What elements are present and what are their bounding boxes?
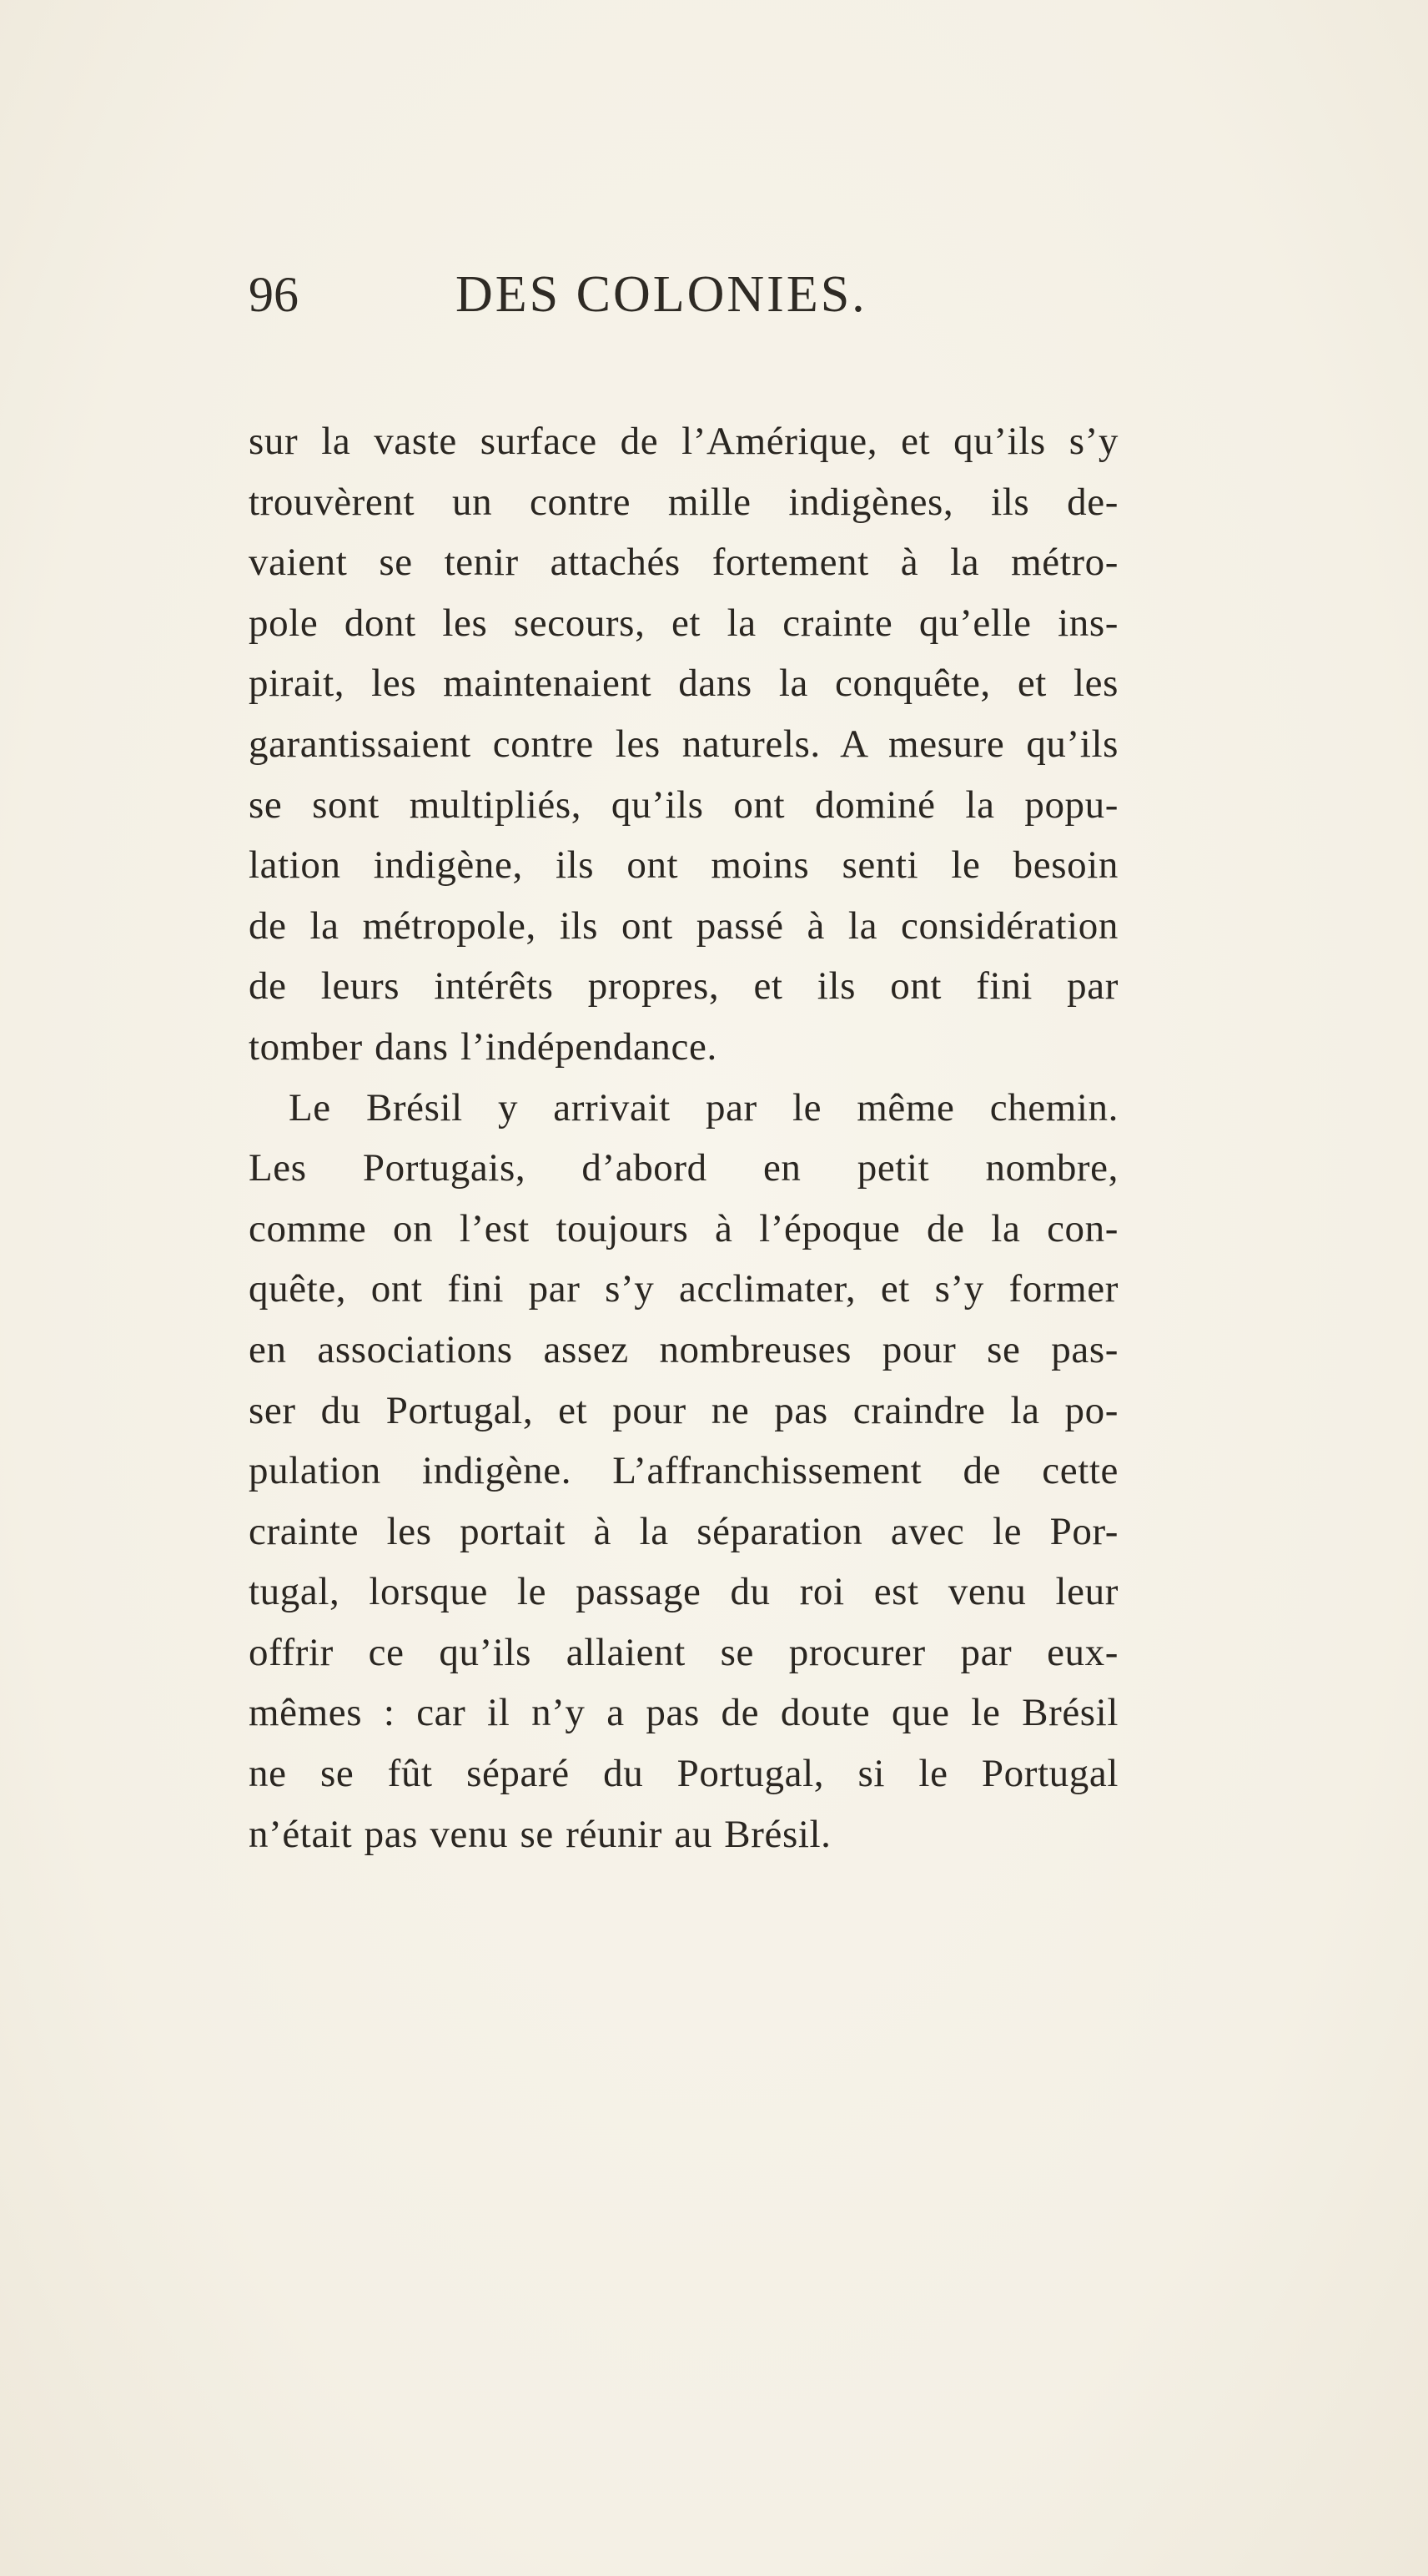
text-line: pirait, les maintenaient dans la conquête, et les <box>249 662 1119 706</box>
text-line: ne se fût séparé du Portugal, si le Portugal <box>249 1752 1119 1796</box>
text-line: trouvèrent un contre mille indigènes, ils de- <box>249 480 1119 524</box>
text-line: comme on l’est toujours à l’époque de la con- <box>249 1206 1119 1250</box>
text-line: pulation indigène. L’affranchissement de cette <box>249 1449 1119 1493</box>
text-line: sur la vaste surface de l’Amérique, et qu’ils s’y <box>249 420 1119 463</box>
text-line: pole dont les secours, et la crainte qu’elle ins- <box>249 601 1119 645</box>
text-line: Les Portugais, d’abord en petit nombre, <box>249 1146 1119 1190</box>
body-text <box>249 411 1119 1864</box>
page-number: 96 <box>249 267 299 322</box>
paragraph-start-line: Le Brésil y arrivait par le même chemin. <box>289 1085 1119 1130</box>
text-line: offrir ce qu’ils allaient se procurer par eux- <box>249 1630 1119 1674</box>
text-line: mêmes : car il n’y a pas de doute que le Brésil <box>249 1691 1119 1735</box>
text-line: tugal, lorsque le passage du roi est venu leur <box>249 1570 1119 1614</box>
text-line: se sont multipliés, qu’ils ont dominé la popu- <box>249 782 1119 827</box>
text-line: de leurs intérêts propres, et ils ont fini par <box>249 964 1119 1009</box>
text-line: en associations assez nombreuses pour se pas- <box>249 1327 1119 1371</box>
paragraph-end-line: n’était pas venu se réunir au Brésil. <box>249 1812 832 1856</box>
text-line: quête, ont fini par s’y acclimater, et s’y former <box>249 1267 1119 1311</box>
page-header <box>0 265 1428 324</box>
text-line: ser du Portugal, et pour ne pas craindre la po- <box>249 1388 1119 1432</box>
text-line: lation indigène, ils ont moins senti le besoin <box>249 843 1119 888</box>
paragraph-end-line: tomber dans l’indépendance. <box>249 1024 717 1069</box>
text-line: crainte les portait à la séparation avec le Por- <box>249 1509 1119 1553</box>
running-title: DES COLONIES. <box>455 266 867 323</box>
text-line: vaient se tenir attachés fortement à la métro- <box>249 541 1119 585</box>
text-line: de la métropole, ils ont passé à la considération <box>249 903 1119 948</box>
text-line: garantissaient contre les naturels. A mesure qu’ils <box>249 722 1119 766</box>
